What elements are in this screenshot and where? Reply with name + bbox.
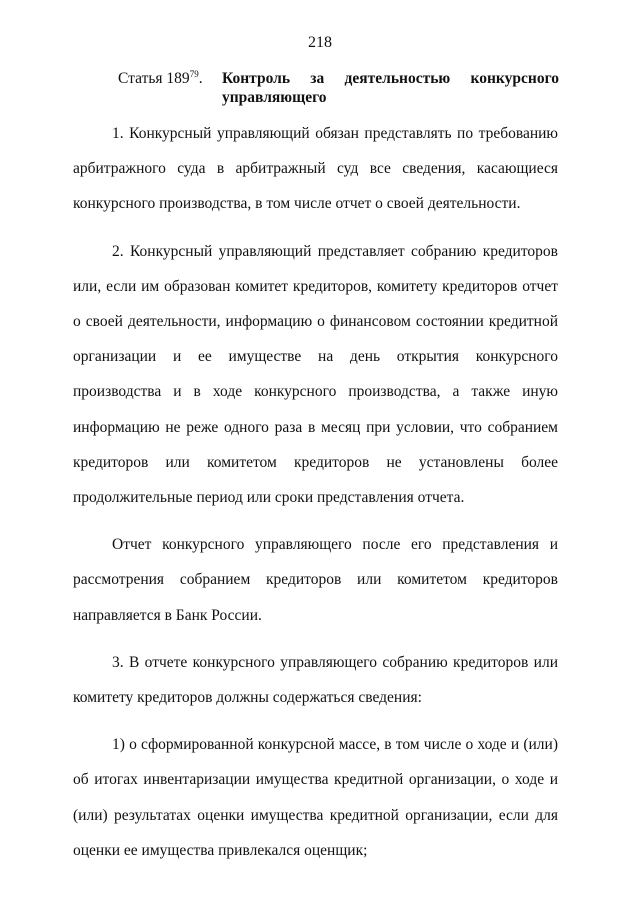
article-label-sup: 79 (189, 69, 199, 79)
title-word: за (310, 70, 325, 87)
paragraph-4: 3. В отчете конкурсного управляющего собранию кредиторов или комитету кредиторов должны содержаться сведения: (73, 653, 558, 707)
article-label-dot: . (198, 70, 203, 88)
paragraph-1: 1. Конкурсный управляющий обязан представлять по требованию арбитражного суда в арбитражный суд все сведения, касающиеся конкурсного производства, в том числе отчет о своей деятельности. (73, 125, 558, 213)
article-label (118, 69, 203, 88)
page-number: 218 (308, 34, 332, 51)
paragraph-5: 1) о сформированной конкурсной массе, в том числе о ходе и (или) об итогах инвентаризации имущества кредитной организации, о ходе и (или) результатах оценки имущества кредитной организации, если для оценки ее имущества привлекался оценщик; (73, 736, 558, 859)
article-label-text: Статья 189 (118, 70, 190, 88)
article-title (222, 69, 559, 107)
paragraph-3: Отчет конкурсного управляющего после его представления и рассмотрения собранием кредиторов или комитетом кредиторов направляется в Банк России. (73, 536, 558, 624)
article-title-line-1 (222, 69, 559, 88)
article-body (73, 116, 558, 880)
article-title-line-2: управляющего (222, 89, 327, 106)
title-word: Контроль (222, 70, 291, 87)
paragraph-2: 2. Конкурсный управляющий представляет собранию кредиторов или, если им образован комитет кредиторов, комитету кредиторов отчет о своей деятельности, информацию о финансовом состоянии кредитной организации и ее имуществе на день открытия конкурсного производства и в ходе конкурсного производства, а также иную информацию не реже одного раза в месяц при условии, что собранием кредиторов или комитетом кредиторов не установлены более продолжительные период или сроки представления отчета. (73, 242, 558, 507)
title-word: конкурсного (470, 70, 559, 87)
title-word: деятельностью (344, 70, 451, 87)
